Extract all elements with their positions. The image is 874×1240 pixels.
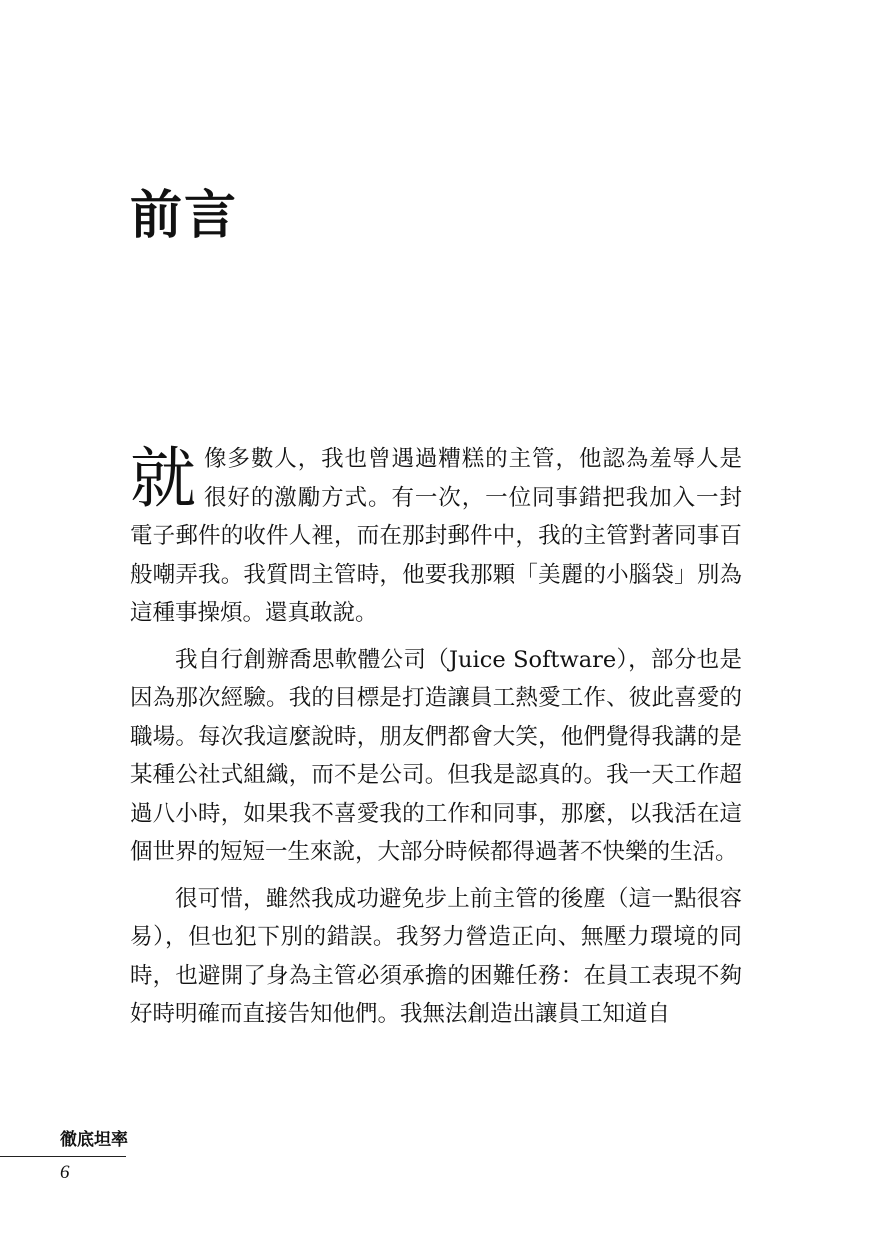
page-number: 6 xyxy=(60,1162,70,1183)
running-footer-title: 徹底坦率 xyxy=(60,1130,128,1150)
paragraph-1-text: 像多數人，我也曾遇過糟糕的主管，他認為羞辱人是很好的激勵方式。有一次，一位同事錯把我加入一封電子郵件的收件人裡，而在那封郵件中，我的主管對著同事百般嘲弄我。我質問主管時，他要我那顆「美麗的小腦袋」別為這種事操煩。還真敢說。 xyxy=(130,446,742,626)
drop-cap: 就 xyxy=(130,440,196,517)
footer-divider xyxy=(0,1156,126,1157)
body-text xyxy=(130,440,742,1042)
paragraph-2: 我自行創辦喬思軟體公司（Juice Software），部分也是因為那次經驗。我的目標是打造讓員工熱愛工作、彼此喜愛的職場。每次我這麼說時，朋友們都會大笑，他們覺得我講的是某種公社式組織，而不是公司。但我是認真的。我一天工作超過八小時，如果我不喜愛我的工作和同事，那麼，以我活在這個世界的短短一生來說，大部分時候都得過著不快樂的生活。 xyxy=(130,646,742,865)
paragraph-3: 很可惜，雖然我成功避免步上前主管的後塵（這一點很容易），但也犯下別的錯誤。我努力營造正向、無壓力環境的同時，也避開了身為主管必須承擔的困難任務：在員工表現不夠好時明確而直接告知他們。我無法創造出讓員工知道自 xyxy=(130,885,742,1027)
paragraph-1 xyxy=(130,440,742,633)
chapter-title: 前言 xyxy=(130,185,239,246)
